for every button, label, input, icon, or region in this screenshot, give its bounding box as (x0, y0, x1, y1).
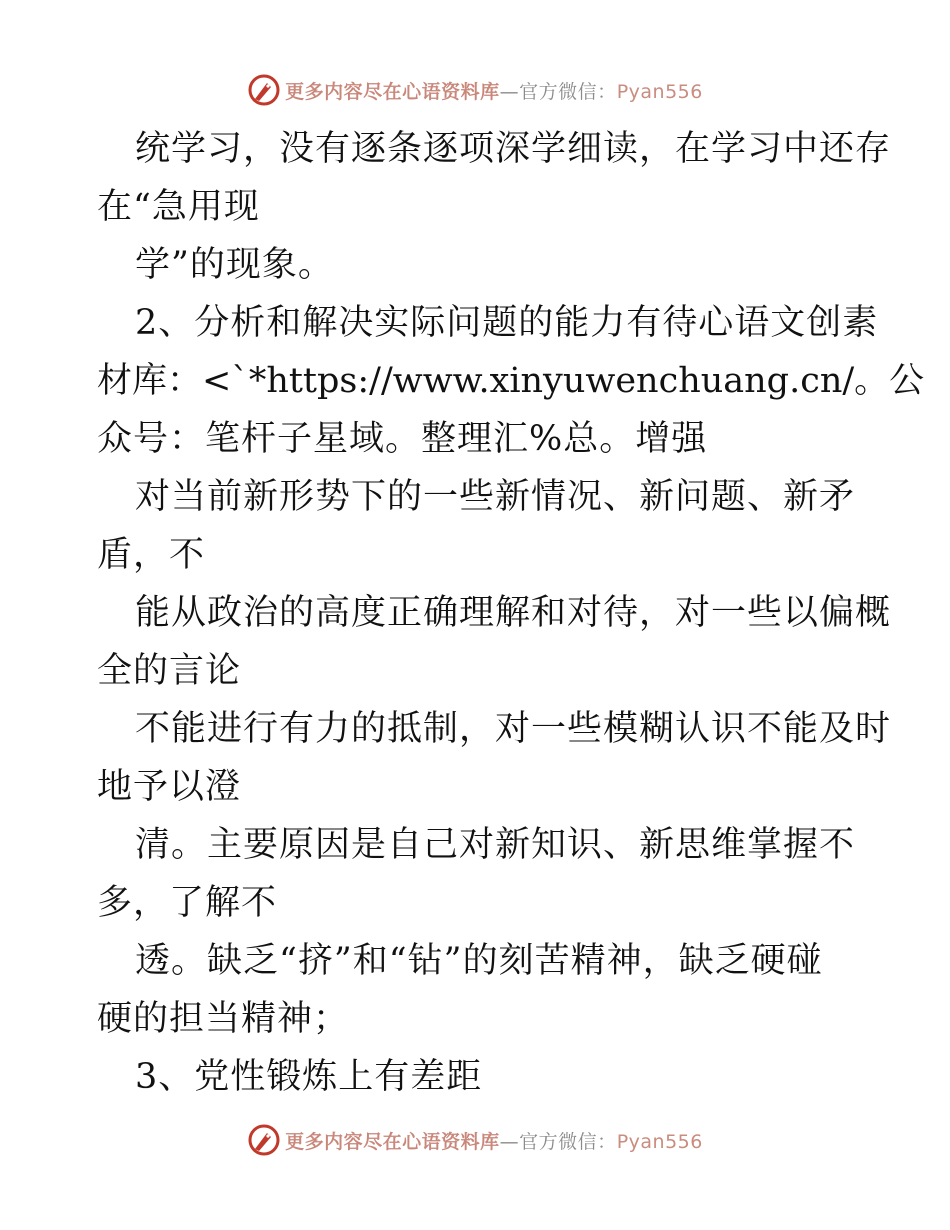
body-line: 盾，不 (97, 535, 206, 575)
pen-nib-logo-icon (247, 73, 281, 107)
footer-official-label: 官方微信： (519, 1130, 617, 1153)
header-separator: — (499, 80, 520, 103)
footer-separator: — (499, 1130, 520, 1153)
body-line: 对当前新形势下的一些新情况、新问题、新矛 (135, 477, 856, 517)
body-line: 硬的担当精神； (97, 999, 350, 1039)
body-line: 2、分析和解决实际问题的能力有待心语文创素 (135, 303, 879, 343)
body-line: 统学习，没有逐条逐项深学细读，在学习中还存 (135, 129, 892, 169)
body-line: 众号：笔杆子星域。整理汇%总。增强 (97, 419, 708, 459)
header-watermark-banner (0, 70, 950, 110)
body-line: 3、党性锻炼上有差距 (135, 1057, 483, 1097)
footer-site-text: 更多内容尽在心语资料库 (285, 1130, 500, 1153)
header-banner-text (285, 77, 703, 104)
document-body (97, 120, 925, 1106)
body-line: 在“急用现 (97, 187, 260, 227)
header-site-text: 更多内容尽在心语资料库 (285, 80, 500, 103)
body-line: 全的言论 (97, 651, 242, 691)
body-line: 能从政治的高度正确理解和对待，对一些以偏概 (135, 593, 892, 633)
body-line: 地予以澄 (97, 767, 242, 807)
body-line: 透。缺乏“挤”和“钻”的刻苦精神，缺乏硬碰 (135, 941, 823, 981)
header-wechat-id: Pyan556 (616, 80, 703, 103)
body-line: 多，了解不 (97, 883, 278, 923)
body-line: 学”的现象。 (135, 245, 334, 285)
pen-nib-logo-icon (247, 1123, 281, 1157)
footer-banner-text (285, 1127, 703, 1154)
body-line: 清。主要原因是自己对新知识、新思维掌握不 (135, 825, 856, 865)
body-line: 不能进行有力的抵制，对一些模糊认识不能及时 (135, 709, 892, 749)
header-official-label: 官方微信： (519, 80, 617, 103)
body-line: 材库：<`*https://www.xinyuwenchuang.cn/。公 (97, 361, 925, 401)
footer-wechat-id: Pyan556 (616, 1130, 703, 1153)
footer-watermark-banner (0, 1120, 950, 1160)
